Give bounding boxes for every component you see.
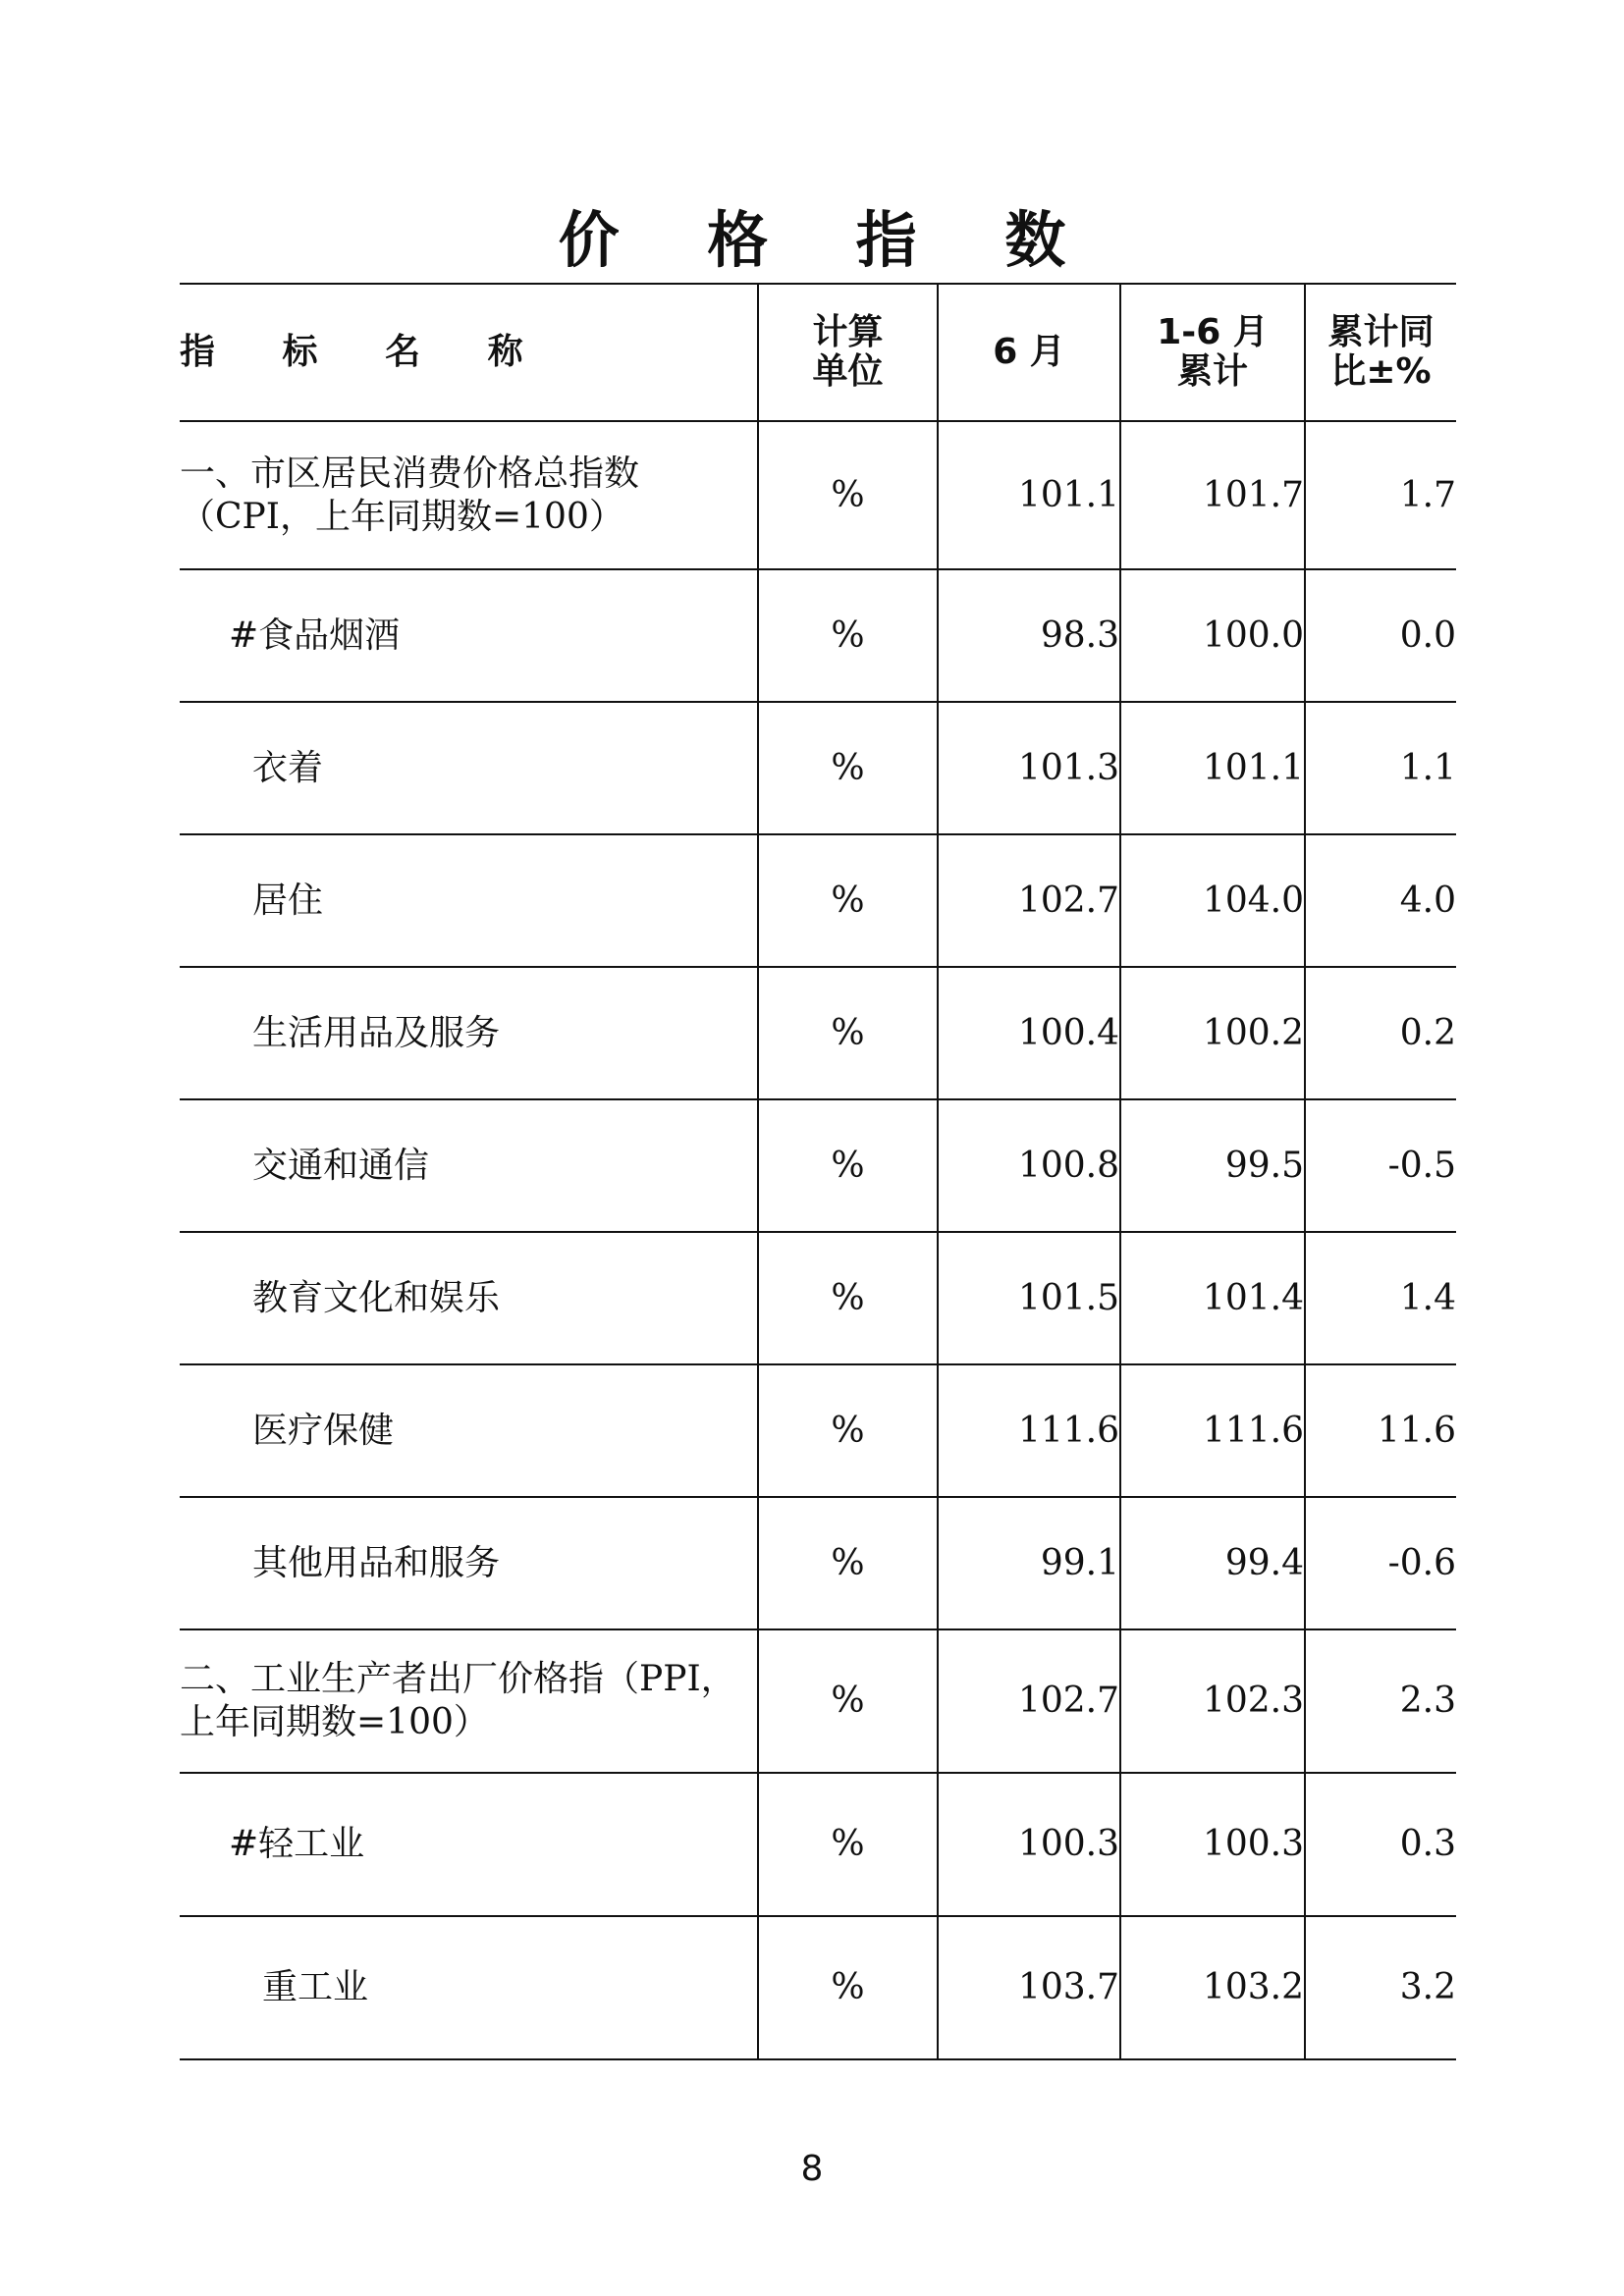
- table-row: [180, 1497, 1456, 1629]
- row-yoy-value: 1.1: [1305, 702, 1456, 834]
- row-unit: %: [758, 1497, 938, 1629]
- row-cumulative-value: 101.7: [1120, 421, 1305, 569]
- row-yoy-value: 0.0: [1305, 569, 1456, 702]
- row-name: #食品烟酒: [229, 614, 401, 656]
- row-unit: %: [758, 1099, 938, 1232]
- row-month-value: 101.1: [938, 421, 1120, 569]
- row-name: 教育文化和娱乐: [252, 1277, 501, 1318]
- header-unit-line-1: 计算: [812, 312, 884, 352]
- header-month: 6 月: [938, 284, 1120, 421]
- header-cumulative: [1120, 284, 1305, 421]
- row-name: 居住: [252, 880, 324, 921]
- table-row: [180, 1232, 1456, 1364]
- row-cumulative-value: 100.3: [1120, 1773, 1305, 1916]
- table-row: [180, 421, 1456, 569]
- row-yoy-value: -0.6: [1305, 1497, 1456, 1629]
- row-name: 医疗保健: [252, 1410, 395, 1451]
- page-title: 价 格 指 数: [558, 204, 1100, 276]
- row-name: 生活用品及服务: [252, 1012, 501, 1053]
- table-header-row: [180, 284, 1456, 421]
- table-row: [180, 1629, 1456, 1773]
- table-row: [180, 1364, 1456, 1497]
- row-unit: %: [758, 1629, 938, 1773]
- table-row: [180, 702, 1456, 834]
- row-name-line-2: （CPI，上年同期数=100）: [180, 496, 624, 537]
- row-unit: %: [758, 421, 938, 569]
- row-unit: %: [758, 967, 938, 1099]
- row-name: 交通和通信: [252, 1145, 430, 1186]
- row-yoy-value: 1.4: [1305, 1232, 1456, 1364]
- row-name: #轻工业: [229, 1824, 365, 1864]
- price-index-table: [180, 283, 1456, 2060]
- row-yoy-value: -0.5: [1305, 1099, 1456, 1232]
- row-yoy-value: 0.3: [1305, 1773, 1456, 1916]
- table-row: [180, 967, 1456, 1099]
- row-yoy-value: 11.6: [1305, 1364, 1456, 1497]
- row-name-line-1: 一、市区居民消费价格总指数: [180, 453, 640, 494]
- row-cumulative-value: 100.2: [1120, 967, 1305, 1099]
- table-row: [180, 834, 1456, 967]
- row-month-value: 103.7: [938, 1916, 1120, 2059]
- header-cumulative-line-2: 累计: [1176, 351, 1248, 392]
- row-name: 其他用品和服务: [252, 1542, 501, 1583]
- header-unit: [758, 284, 938, 421]
- row-unit: %: [758, 1773, 938, 1916]
- row-yoy-value: 0.2: [1305, 967, 1456, 1099]
- row-unit: %: [758, 1232, 938, 1364]
- header-yoy-line-2: 比±%: [1330, 351, 1432, 392]
- row-cumulative-value: 99.5: [1120, 1099, 1305, 1232]
- header-yoy: [1305, 284, 1456, 421]
- page-number: 8: [800, 2149, 824, 2189]
- row-name: 重工业: [262, 1967, 369, 2007]
- row-month-value: 111.6: [938, 1364, 1120, 1497]
- table-row: [180, 569, 1456, 702]
- header-indicator-name: 指 标 名 称: [180, 332, 551, 372]
- row-month-value: 101.3: [938, 702, 1120, 834]
- row-month-value: 101.5: [938, 1232, 1120, 1364]
- row-month-value: 100.3: [938, 1773, 1120, 1916]
- row-unit: %: [758, 702, 938, 834]
- row-cumulative-value: 101.4: [1120, 1232, 1305, 1364]
- row-cumulative-value: 104.0: [1120, 834, 1305, 967]
- row-name: [180, 421, 758, 569]
- header-unit-line-2: 单位: [812, 351, 884, 392]
- table-row: [180, 1916, 1456, 2059]
- row-cumulative-value: 99.4: [1120, 1497, 1305, 1629]
- row-name-line-2: 上年同期数=100）: [180, 1702, 489, 1742]
- row-month-value: 102.7: [938, 1629, 1120, 1773]
- row-yoy-value: 1.7: [1305, 421, 1456, 569]
- header-cumulative-line-1: 1-6 月: [1157, 312, 1269, 352]
- row-month-value: 99.1: [938, 1497, 1120, 1629]
- table-row: [180, 1773, 1456, 1916]
- row-cumulative-value: 100.0: [1120, 569, 1305, 702]
- row-cumulative-value: 102.3: [1120, 1629, 1305, 1773]
- row-yoy-value: 3.2: [1305, 1916, 1456, 2059]
- row-month-value: 100.4: [938, 967, 1120, 1099]
- row-name-line-1: 二、工业生产者出厂价格指（PPI，: [180, 1659, 736, 1699]
- header-yoy-line-1: 累计同: [1327, 312, 1435, 352]
- row-month-value: 98.3: [938, 569, 1120, 702]
- row-name: 衣着: [252, 747, 324, 788]
- row-unit: %: [758, 834, 938, 967]
- row-month-value: 100.8: [938, 1099, 1120, 1232]
- row-month-value: 102.7: [938, 834, 1120, 967]
- row-cumulative-value: 103.2: [1120, 1916, 1305, 2059]
- row-yoy-value: 2.3: [1305, 1629, 1456, 1773]
- row-unit: %: [758, 569, 938, 702]
- row-cumulative-value: 101.1: [1120, 702, 1305, 834]
- table-row: [180, 1099, 1456, 1232]
- row-unit: %: [758, 1916, 938, 2059]
- row-name: [180, 1629, 758, 1773]
- row-unit: %: [758, 1364, 938, 1497]
- row-cumulative-value: 111.6: [1120, 1364, 1305, 1497]
- row-yoy-value: 4.0: [1305, 834, 1456, 967]
